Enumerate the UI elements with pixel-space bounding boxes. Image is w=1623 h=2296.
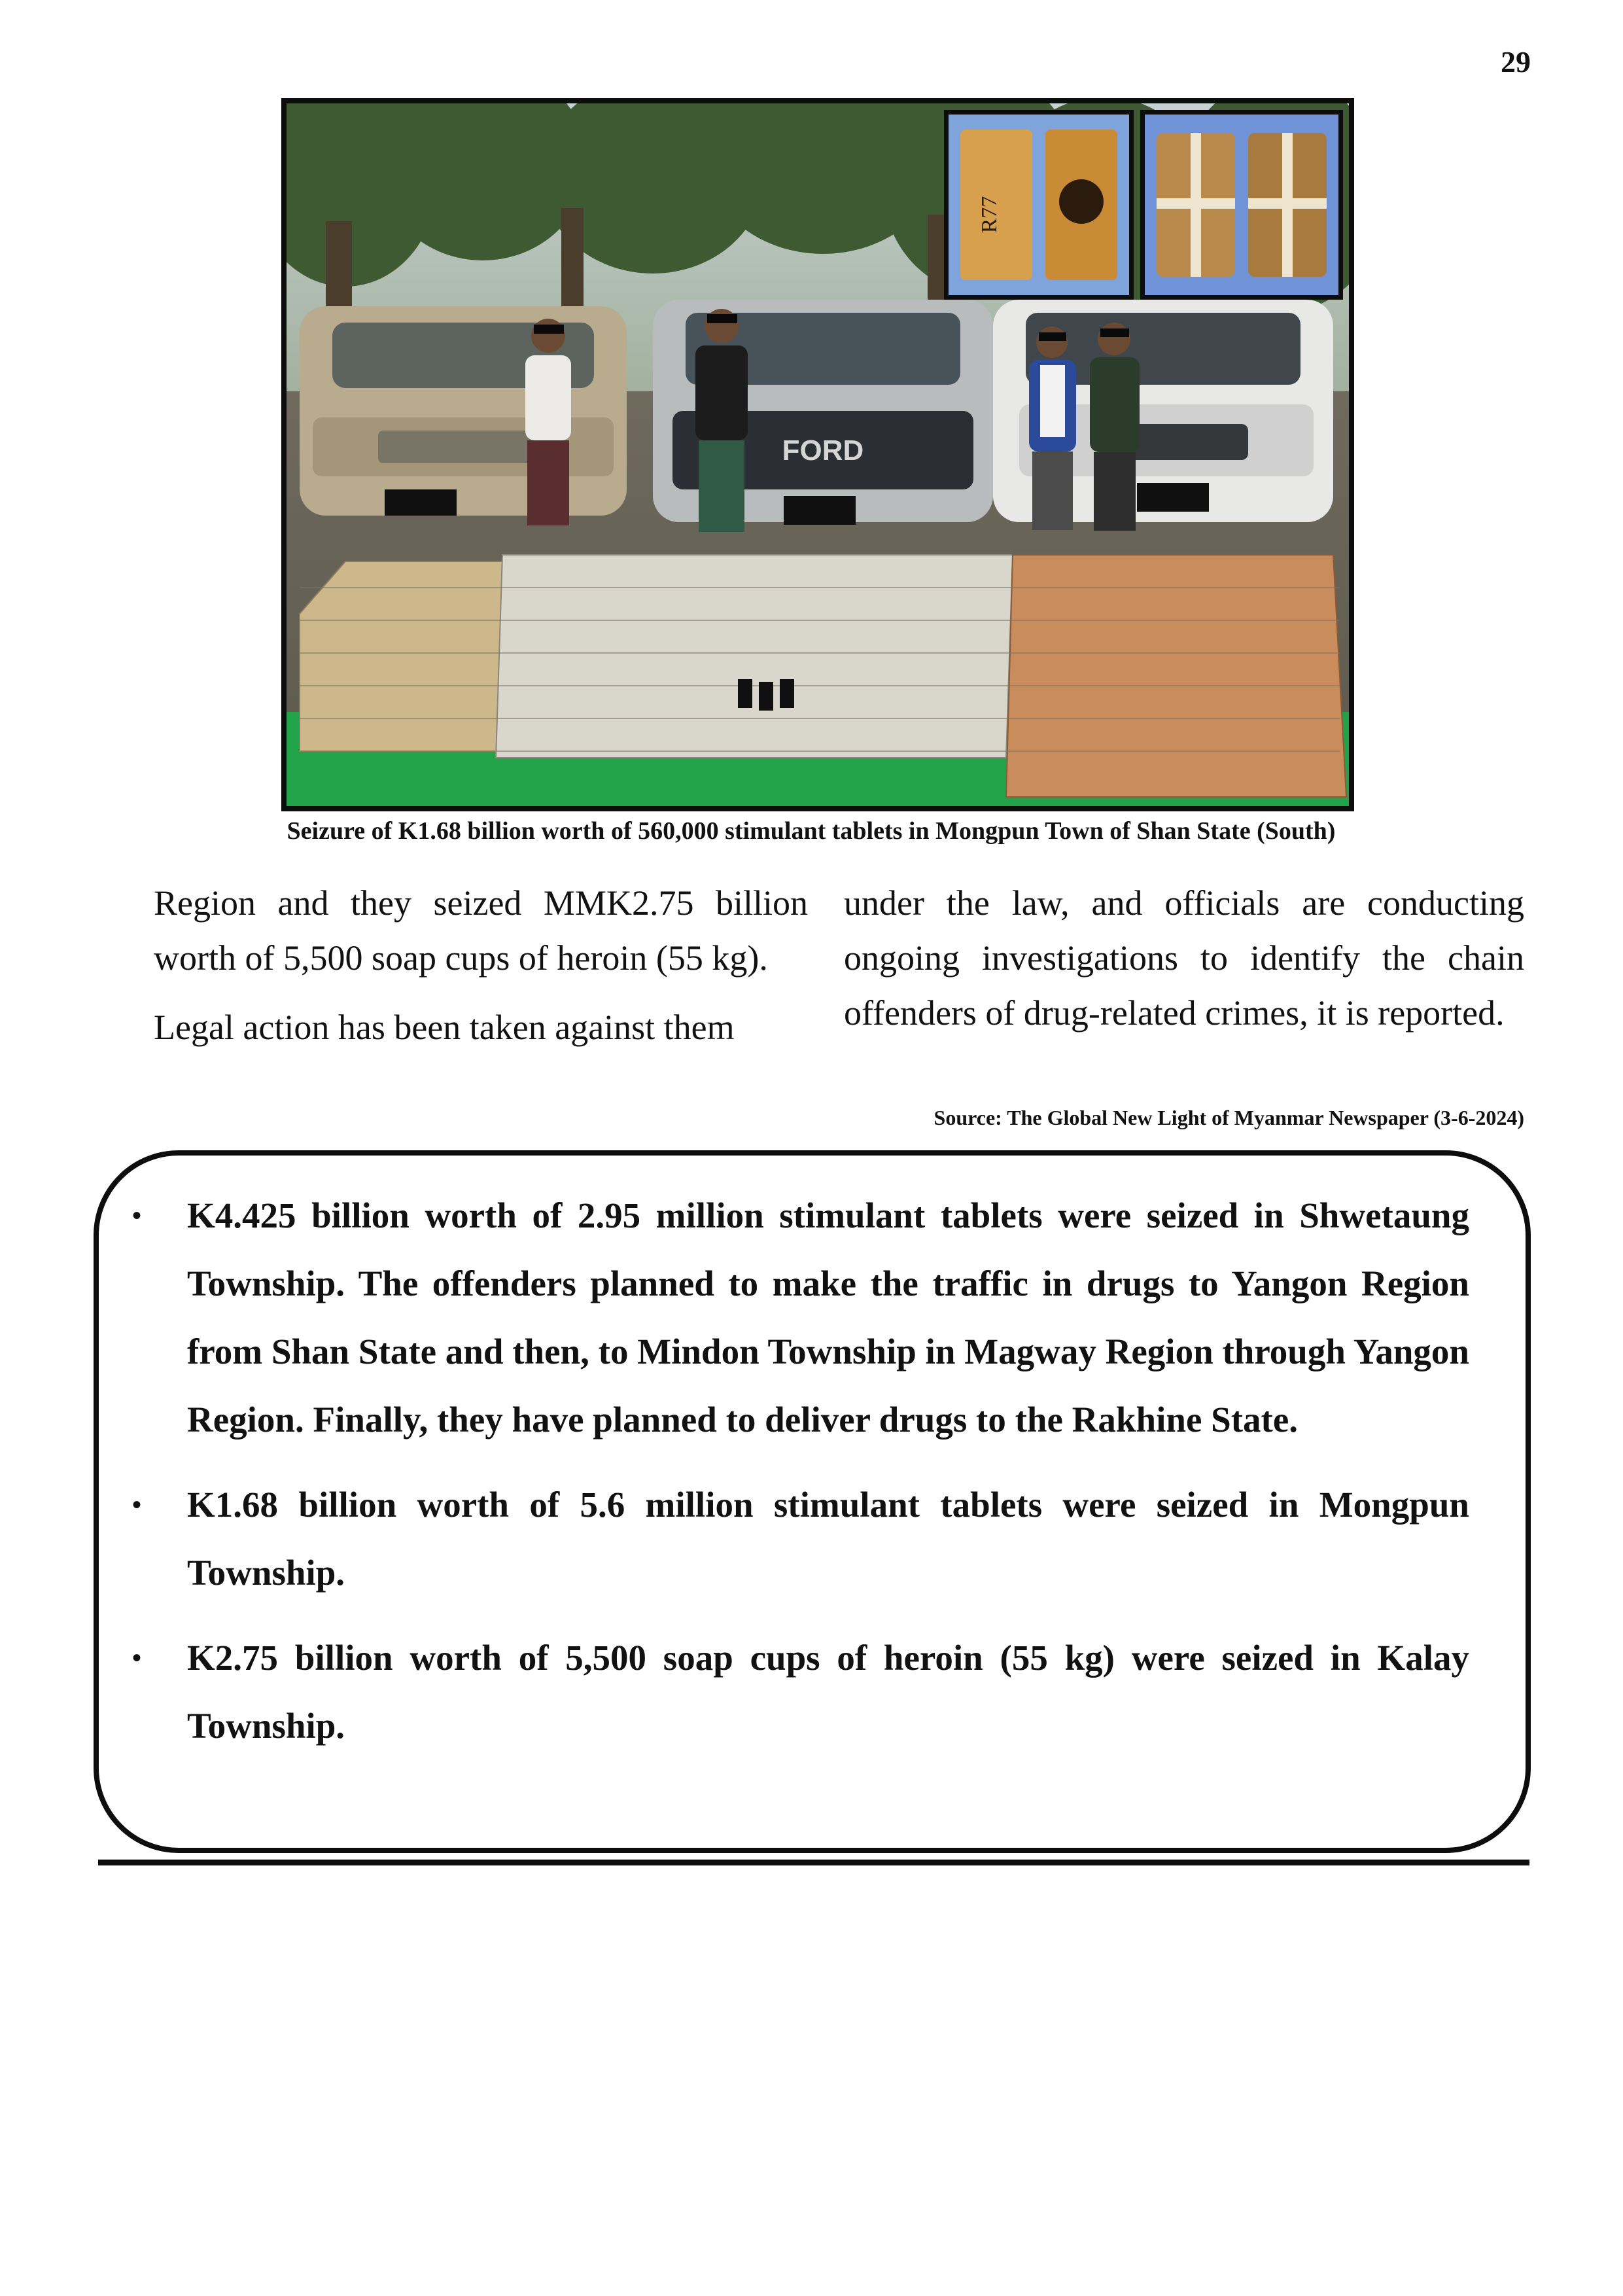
seizure-photo-illustration [287,103,1349,806]
bullet-icon: • [132,1201,142,1230]
source-citation: Source: The Global New Light of Myanmar Newspaper (3-6-2024) [934,1106,1524,1129]
photo-caption: Seizure of K1.68 billion worth of 560,000 stimulant tablets in Mongpun Town of Shan State (South) [287,817,1336,845]
summary-item-text: K2.75 billion worth of 5,500 soap cups of heroin (55 kg) were seized in Kalay Township. [187,1638,1469,1746]
inset-packages-left [944,110,1134,300]
article-left-column [154,875,808,1055]
summary-item [132,1471,1469,1607]
paragraph: Legal action has been taken against them [154,1008,735,1047]
seizure-photo [281,98,1354,811]
summary-item-text: K4.425 billion worth of 2.95 million stimulant tablets were seized in Shwetaung Township. The offenders planned to make the traffic in drugs to Yangon Region from Shan State and then, to Mindon Township in Magway Region through Yangon Region. Finally, they have planned to deliver drugs to the Rakhine State. [187,1195,1469,1439]
inset-packages-right [1140,110,1343,300]
vehicle-left [300,306,627,516]
phones [738,679,794,711]
section-divider [98,1860,1529,1865]
packages-left [300,561,502,751]
bullet-icon: • [132,1490,142,1519]
packages-right [1006,555,1346,797]
paragraph: under the law, and officials are conducting ongoing investigations to identify the chain offenders of drug-related crimes, it is reported. [844,883,1524,1033]
summary-item [132,1624,1469,1760]
page-number: 29 [1501,45,1531,79]
bullet-icon: • [132,1643,142,1672]
summary-box [94,1150,1531,1853]
summary-item [132,1182,1469,1454]
paragraph: Region and they seized MMK2.75 billion worth of 5,500 soap cups of heroin (55 kg). [154,883,808,978]
packages-center [496,555,1013,758]
package-label-r77: R77 [977,196,1002,234]
vehicle-grille-text: FORD [782,434,864,467]
article-right-column [844,875,1524,1040]
summary-list [132,1182,1469,1777]
summary-item-text: K1.68 billion worth of 5.6 million stimulant tablets were seized in Mongpun Township. [187,1485,1469,1593]
